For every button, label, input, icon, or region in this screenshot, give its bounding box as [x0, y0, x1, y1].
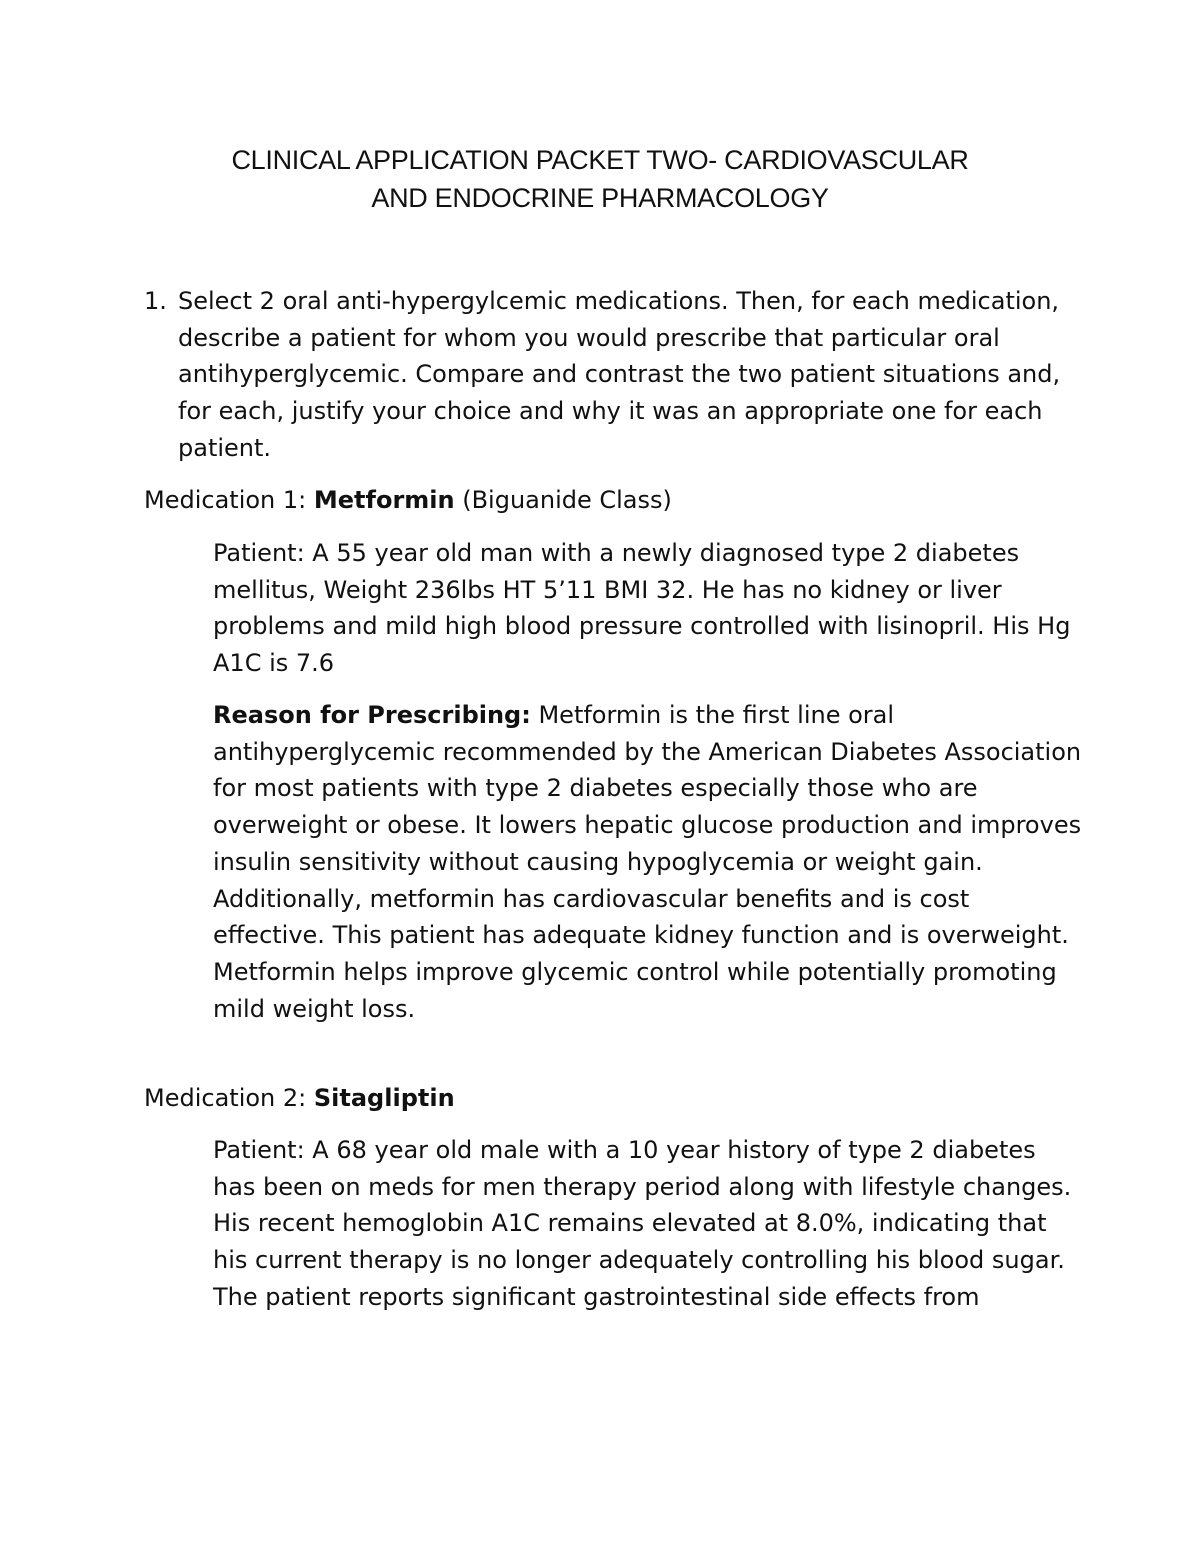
question-number: 1.: [144, 287, 167, 315]
question-text: Select 2 oral anti-hypergylcemic medications. Then, for each medication, describe a patient for whom you would prescribe that particular oral antihyperglycemic. Compare and contrast the two patient situations and, for each, justify your choice and why it was an appropriate one for each patient.: [178, 287, 1061, 462]
medication-1-patient: Patient: A 55 year old man with a newly diagnosed type 2 diabetes mellitus, Weight 236lbs HT 5’11 BMI 32. He has no kidney or liver problems and mild high blood pressure controlled with lisinopril. His Hg A1C is 7.6: [213, 539, 1071, 678]
title-line-1: CLINICAL APPLICATION PACKET TWO- CARDIOVASCULAR: [231, 145, 969, 175]
medication-2-patient: Patient: A 68 year old male with a 10 year history of type 2 diabetes has been on meds for men therapy period along with lifestyle changes. His recent hemoglobin A1C remains elevated at 8.0%, indicating that his current therapy is no longer adequately controlling his blood sugar. The patient reports significant gastrointestinal side effects from: [213, 1136, 1072, 1311]
medication-2-heading: [144, 1080, 455, 1116]
reason-label: Reason for Prescribing:: [213, 701, 531, 729]
medication-1-heading: [144, 482, 672, 518]
title-line-2: AND ENDOCRINE PHARMACOLOGY: [371, 183, 829, 213]
reason-text: Metformin is the first line oral antihyperglycemic recommended by the American Diabetes Association for most patients with type 2 diabetes especially those who are overweight or obese. It lowers hepatic glucose production and improves insulin sensitivity without causing hypoglycemia or weight gain. Additionally, metformin has cardiovascular benefits and is cost effective. This patient has adequate kidney function and is overweight. Metformin helps improve glycemic control while potentially promoting mild weight loss.: [213, 701, 1082, 1023]
medication-1-reason: [213, 697, 1083, 1027]
document-title: [0, 141, 1200, 217]
question-1: [144, 283, 1074, 467]
medication-2-name: Sitagliptin: [313, 1084, 455, 1112]
medication-1-label: Medication 1:: [144, 486, 314, 514]
medication-2-label: Medication 2:: [144, 1084, 314, 1112]
medication-1-name: Metformin: [313, 486, 455, 514]
medication-1-class: (Biguanide Class): [454, 486, 672, 514]
